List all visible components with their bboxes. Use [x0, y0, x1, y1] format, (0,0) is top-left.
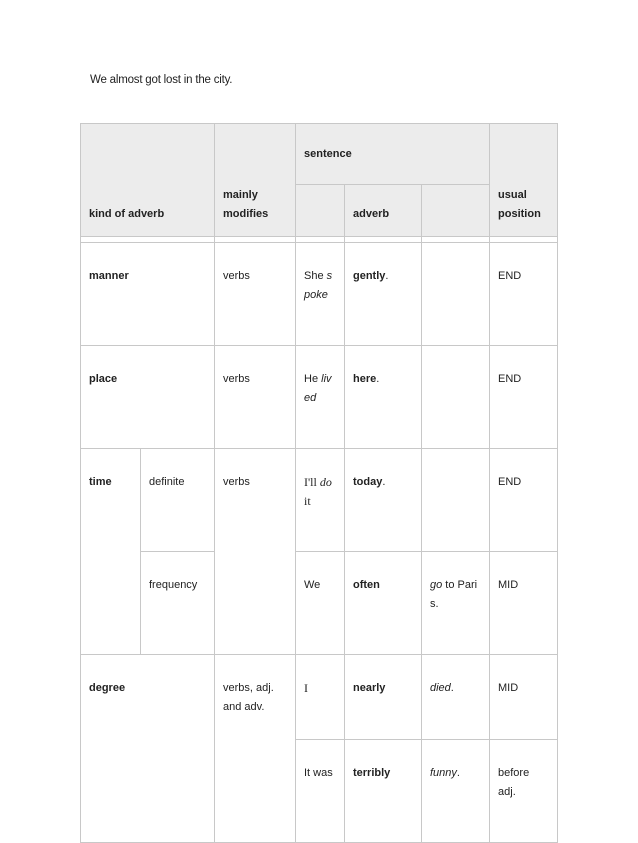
modifies-cell: verbs [215, 346, 296, 449]
sentence-end-cell: funny. [422, 740, 490, 843]
position-cell: END [490, 243, 558, 346]
sentence-start-cell: It was [296, 740, 345, 843]
adverb-cell: today. [345, 449, 422, 552]
header-sentence: sentence [296, 124, 490, 185]
subkind-cell: definite [141, 449, 215, 552]
header-adverb: adverb [345, 185, 422, 237]
header-sentence-end [422, 185, 490, 237]
modifies-cell: verbs [215, 243, 296, 346]
table-row [81, 552, 558, 655]
header-row-top [81, 124, 558, 185]
header-sentence-start [296, 185, 345, 237]
sentence-end-cell [422, 449, 490, 552]
kind-cell: place [81, 346, 215, 449]
position-cell: MID [490, 655, 558, 740]
adverb-cell: nearly [345, 655, 422, 740]
kind-cell: degree [81, 655, 215, 843]
kind-cell: time [81, 449, 141, 655]
sentence-end-cell: died. [422, 655, 490, 740]
position-cell: END [490, 346, 558, 449]
adverb-cell: often [345, 552, 422, 655]
position-cell: before adj. [490, 740, 558, 843]
sentence-start-cell: We [296, 552, 345, 655]
adverb-cell: gently. [345, 243, 422, 346]
table-row [81, 243, 558, 346]
table-row [81, 449, 558, 552]
position-cell: END [490, 449, 558, 552]
adverb-table [80, 123, 558, 843]
sentence-end-cell [422, 346, 490, 449]
adverb-cell: terribly [345, 740, 422, 843]
modifies-cell: verbs, adj. and adv. [215, 655, 296, 843]
header-usual-position: usual position [490, 124, 558, 237]
sentence-end-cell: go to Pari s. [422, 552, 490, 655]
sentence-start-cell: I'll do it [296, 449, 345, 552]
position-cell: MID [490, 552, 558, 655]
table-row [81, 346, 558, 449]
table-row [81, 655, 558, 740]
intro-sentence: We almost got lost in the city. [90, 74, 233, 86]
kind-cell: manner [81, 243, 215, 346]
sentence-start-cell: She s poke [296, 243, 345, 346]
subkind-cell: frequency [141, 552, 215, 655]
sentence-start-cell: I [296, 655, 345, 740]
header-kind-of-adverb: kind of adverb [81, 124, 215, 237]
header-mainly-modifies: mainly modifies [215, 124, 296, 237]
modifies-cell: verbs [215, 449, 296, 655]
sentence-end-cell [422, 243, 490, 346]
sentence-start-cell: He liv ed [296, 346, 345, 449]
adverb-cell: here. [345, 346, 422, 449]
